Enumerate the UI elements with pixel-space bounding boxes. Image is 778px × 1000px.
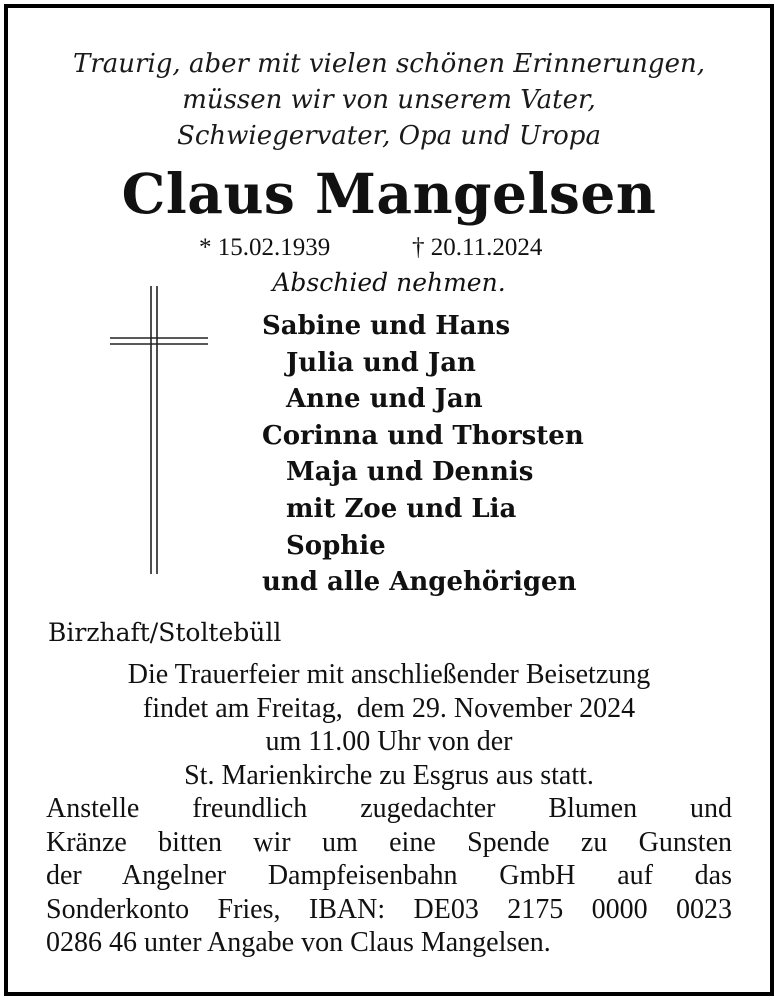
cross-icon: [104, 284, 214, 580]
intro-line: Traurig, aber mit vielen schönen Erinnerungen,: [73, 49, 705, 79]
mourner-line: Sabine und Hans: [262, 311, 511, 341]
donation-line: Sonderkonto Fries, IBAN: DE03 2175 0000 0023: [46, 893, 732, 925]
intro-line: müssen wir von unserem Vater,: [182, 85, 596, 115]
donation-line: 0286 46 unter Angabe von Claus Mangelsen.: [46, 927, 551, 958]
service-line: St. Marienkirche zu Esgrus aus statt.: [184, 759, 594, 791]
mourner-line: Anne und Jan: [286, 384, 483, 415]
place-of-residence: Birzhaft/Stoltebüll: [48, 618, 282, 647]
birth-date: * 15.02.1939: [199, 234, 331, 261]
intro-line: Schwiegervater, Opa und Uropa: [177, 121, 601, 151]
mourner-line: Corinna und Thorsten: [262, 420, 584, 451]
donation-line: Anstelle freundlich zugedachter Blumen und: [46, 793, 732, 824]
intro-text: [8, 46, 770, 154]
death-date: † 20.11.2024: [412, 234, 543, 261]
mourner-line: Julia und Jan: [286, 347, 476, 378]
service-line: um 11.00 Uhr von der: [265, 726, 513, 757]
farewell-text: Abschied nehmen.: [272, 268, 506, 297]
funeral-service-info: [8, 658, 770, 792]
mourner-line: und alle Angehörigen: [262, 567, 577, 598]
mourner-line: mit Zoe und Lia: [286, 493, 517, 524]
mourners-list: [262, 308, 584, 601]
mourner-line: Maja und Dennis: [286, 457, 534, 488]
deceased-name: Claus Mangelsen: [121, 161, 657, 226]
donation-request: [46, 792, 732, 960]
obituary-notice: [4, 4, 774, 996]
mourner-line: Sophie: [286, 530, 386, 561]
donation-line: der Angelner Dampfeisenbahn GmbH auf das: [46, 860, 732, 891]
donation-line: Kränze bitten wir um eine Spende zu Gunsten: [46, 826, 732, 858]
service-line: findet am Freitag, dem 29. November 2024: [142, 692, 636, 724]
service-line: Die Trauerfeier mit anschließender Beisetzung: [127, 659, 651, 690]
